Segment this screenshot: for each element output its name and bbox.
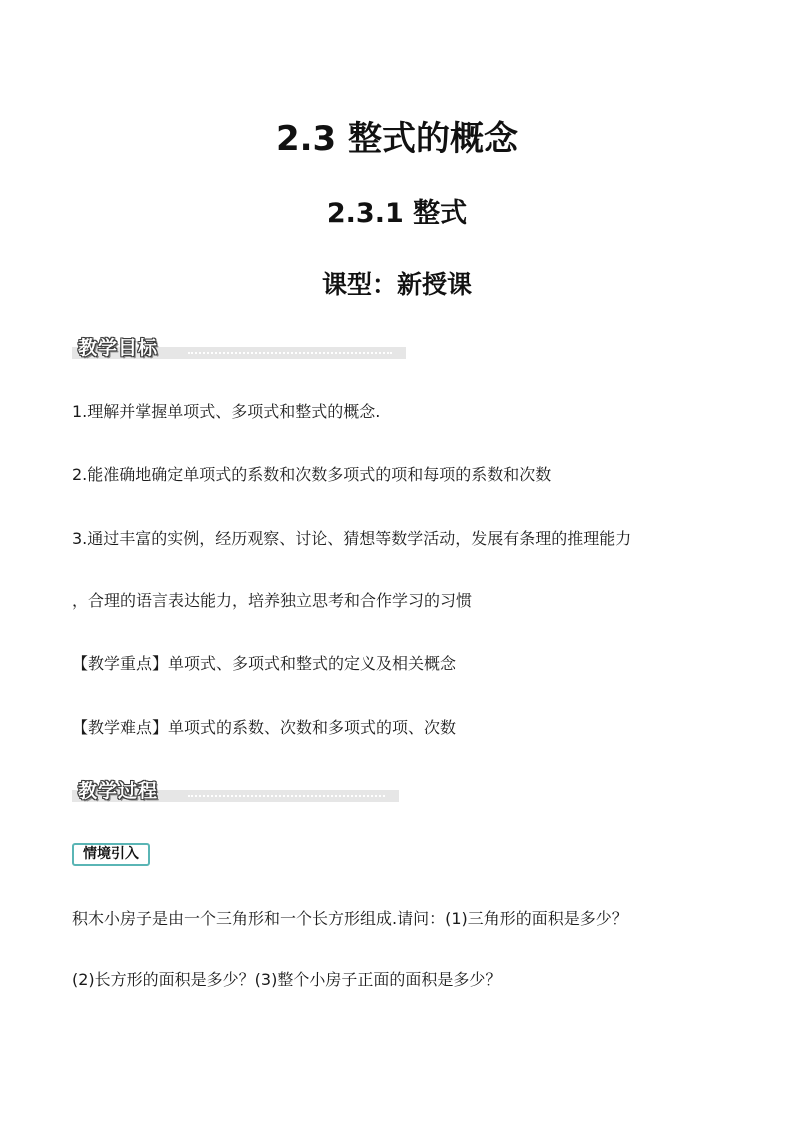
lesson-type: 课型：新授课 (321, 270, 472, 299)
intro-text: (2)长方形的面积是多少？(3)整个小房子正面的面积是多少？ (72, 970, 502, 989)
objective-item: 3.通过丰富的实例，经历观察、讨论、猜想等数学活动，发展有条理的推理能力 (72, 529, 632, 548)
process-header (72, 779, 399, 805)
process-heading: 教学过程 (78, 780, 159, 802)
intro-text: 积木小房子是由一个三角形和一个长方形组成.请问：(1)三角形的面积是多少？ (72, 909, 628, 928)
header-bar-dots (188, 352, 392, 354)
intro-tag: 情境引入 (72, 843, 150, 866)
header-bar-dots (188, 795, 385, 797)
objective-item: 1.理解并掌握单项式、多项式和整式的概念. (72, 402, 381, 421)
key-point: 【教学重点】单项式、多项式和整式的定义及相关概念 (72, 654, 457, 673)
difficult-point: 【教学难点】单项式的系数、次数和多项式的项、次数 (72, 718, 457, 737)
section-title: 2.3.1 整式 (326, 198, 468, 229)
objectives-heading: 教学目标 (78, 337, 159, 359)
objectives-header (72, 336, 406, 362)
objective-item-continued: ，合理的语言表达能力，培养独立思考和合作学习的习惯 (72, 591, 473, 610)
objective-item: 2.能准确地确定单项式的系数和次数多项式的项和每项的系数和次数 (72, 465, 552, 484)
page-title: 2.3 整式的概念 (275, 119, 519, 159)
